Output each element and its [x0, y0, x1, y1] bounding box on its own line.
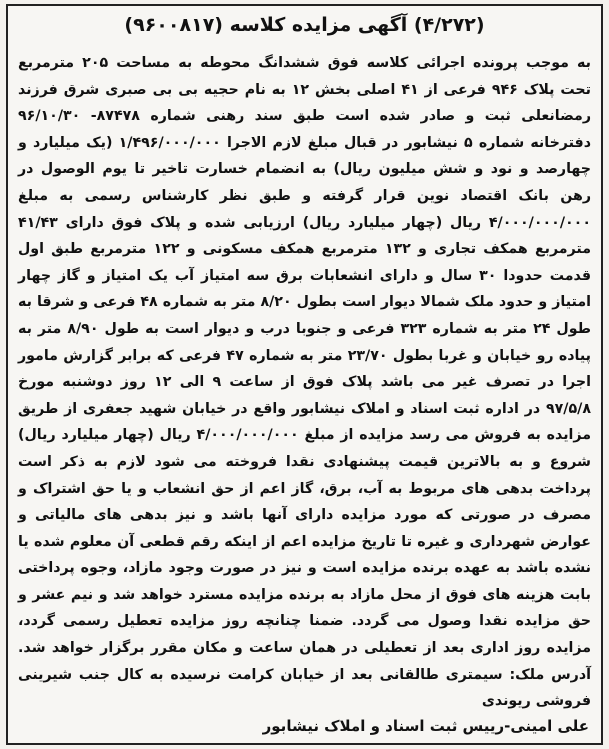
notice-title: (۴/۲۷۲) آگهی مزایده کلاسه (۹۶۰۰۸۱۷) — [124, 14, 485, 36]
notice-body: به موجب پرونده اجرائی کلاسه فوق ششدانگ محوطه به مساحت ۲۰۵ مترمربع تحت پلاک ۹۴۶ فرعی از ۴۱ اصلی بخش ۱۲ به نام حجیه بی بی صبری شرق فرزند رمضانعلی ثبت و صادر شده است طبق سند رهنی شماره ۸۷۴۷۸- ۹۶/۱۰/۳۰ دفترخانه شماره ۵ نیشابور در قبال مبلغ لازم الاجرا ۱/۴۹۶/۰۰۰/۰۰۰ (یک میلیارد و چهارصد و نود و شش میلیون ریال) به انضمام خسارت تاخیر تا یوم الوصول در رهن بانک اقتصاد نوین قرار گرفته و طبق نظر کارشناس رسمی به مبلغ ۴/۰۰۰/۰۰۰/۰۰۰ ریال (چهار میلیارد ریال) ارزیابی شده و پلاک فوق دارای ۴۱/۴۳ مترمربع همکف تجاری و ۱۳۲ مترمربع همکف مسکونی و ۱۲۲ مترمربع طبق اول قدمت حدودا ۳۰ سال و دارای انشعابات برق سه امتیاز آب یک امتیاز و گاز چهار امتیاز و حدود ملک شمالا دیوار است بطول ۸/۲۰ متر به شماره ۴۸ فرعی و شرقا به طول ۲۴ متر به شماره ۳۲۳ فرعی و جنوبا درب و دیوار است به طول ۸/۹۰ متر به پیاده رو خیابان و غربا بطول ۲۳/۷۰ متر به شماره ۴۷ فرعی که برابر گزارش مامور اجرا در تصرف غیر می باشد پلاک فوق از ساعت ۹ الی ۱۲ روز دوشنبه مورخ ۹۷/۵/۸ در اداره ثبت اسناد و املاک نیشابور واقع در خیابان شهید جعفری از طریق مزایده به فروش می رسد مزایده از مبلغ ۴/۰۰۰/۰۰۰/۰۰۰ ریال (چهار میلیارد ریال) شروع و به بالاترین قیمت پیشنهادی نقدا فروخته می شود لازم به ذکر است پرداخت بدهی های مربوط به آب، برق، گاز اعم از حق انشعاب و یا حق اشتراک و مصرف در صورتی که مورد مزایده دارای آنها باشد و نیز بدهی های مالیاتی و عوارض شهرداری و غیره تا تاریخ مزایده اعم از اینکه رقم قطعی آن معلوم شده یا نشده باشد به عهده برنده مزایده است و نیز در صورت وجود مازاد، وجوه پرداختی بابت هزینه های فوق از محل مازاد به برنده مزایده مسترد خواهد شد و نیم عشر و حق مزایده نقدا وصول می گردد. ضمنا چنانچه روز مزایده تعطیل رسمی گردد، مزایده روز اداری بعد از تعطیلی در همان ساعت و مکان مقرر برگزار خواهد شد. آدرس ملک: سیمتری طالقانی بعد از خیابان کرامت نرسیده به کال جنب شیرینی فروشی ریوندی — [18, 55, 592, 710]
notice-signature: علی امینی-رییس ثبت اسناد و املاک نیشابور — [262, 717, 589, 735]
notice-frame — [6, 4, 603, 745]
